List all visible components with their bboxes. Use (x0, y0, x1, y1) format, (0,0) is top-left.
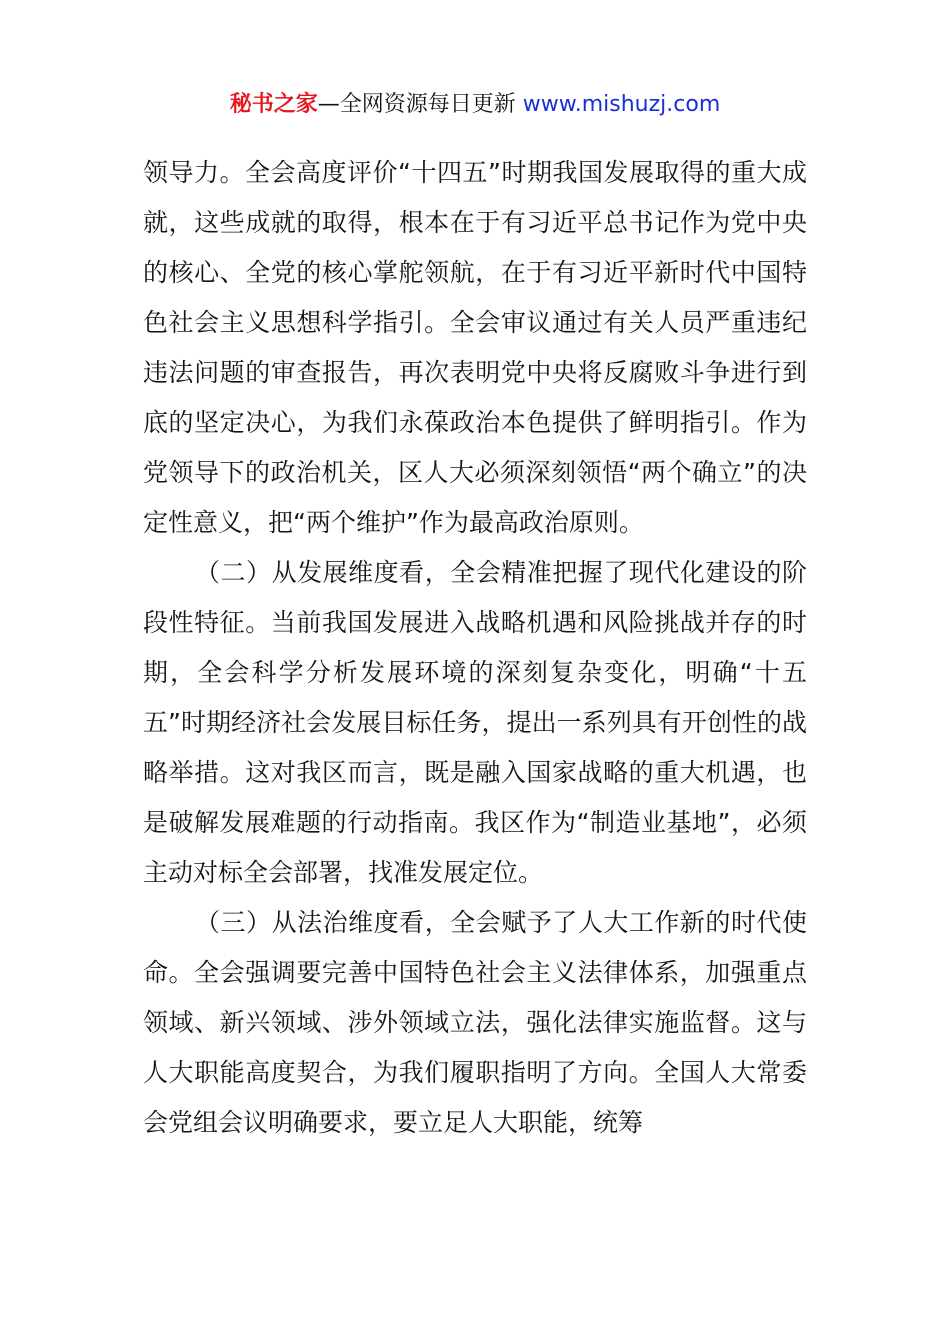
site-brand: 秘书之家 (229, 92, 318, 117)
paragraph-continued: 领导力。全会高度评价“十四五”时期我国发展取得的重大成就，这些成就的取得，根本在于有习近平总书记作为党中央的核心、全党的核心掌舵领航，在于有习近平新时代中国特色社会主义思想科学指引。全会审议通过有关人员严重违纪违法问题的审查报告，再次表明党中央将反腐败斗争进行到底的坚定决心，为我们永葆政治本色提供了鲜明指引。作为党领导下的政治机关，区人大必须深刻领悟“两个确立”的决定性意义，把“两个维护”作为最高政治原则。 (143, 158, 807, 537)
paragraph-rule-of-law-dimension: （三）从法治维度看，全会赋予了人大工作新的时代使命。全会强调要完善中国特色社会主义法律体系，加强重点领域、新兴领域、涉外领域立法，强化法律实施监督。这与人大职能高度契合，为我们履职指明了方向。全国人大常委会党组会议明确要求，要立足人大职能，统筹 (143, 908, 807, 1137)
paragraph-development-dimension: （二）从发展维度看，全会精准把握了现代化建设的阶段性特征。当前我国发展进入战略机遇和风险挑战并存的时期，全会科学分析发展环境的深刻复杂变化，明确“十五五”时期经济社会发展目标任务，提出一系列具有开创性的战略举措。这对我区而言，既是融入国家战略的重大机遇，也是破解发展难题的行动指南。我区作为“制造业基地”，必须主动对标全会部署，找准发展定位。 (143, 558, 807, 887)
site-url-link[interactable]: www.mishuzj.com (522, 92, 721, 117)
site-header (0, 88, 950, 122)
document-body (143, 148, 807, 1148)
site-tagline: —全网资源每日更新 (317, 92, 523, 117)
